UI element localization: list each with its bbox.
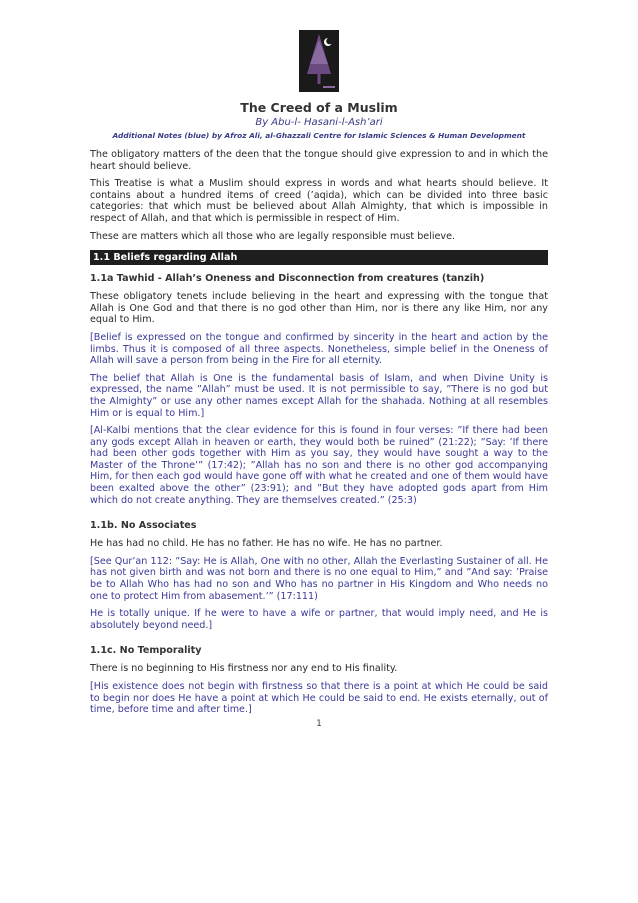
intro-paragraph-3: These are matters which all those who are legally responsible must believe. (90, 230, 456, 242)
paragraph-1-1b-1: He has had no child. He has no father. He has no wife. He has no partner. (90, 538, 443, 550)
paragraph-1-1c-1: There is no beginning to His firstness nor any end to His finality. (90, 663, 398, 675)
subsection-heading-1-1b: 1.1b. No Associates (90, 520, 197, 532)
note-1-1a-1: [Belief is expressed on the tongue and confirmed by sincerity in the heart and action by the limbs. Thus it is composed of all three aspects. Nonetheless, simple belief in the Oneness of Allah will save a person from being in the Fire for all eternity. (90, 331, 548, 367)
page-number: 1 (316, 718, 322, 729)
subsection-heading-1-1a: 1.1a Tawhid - Allah’s Oneness and Disconnection from creatures (tanzih) (90, 273, 485, 285)
intro-paragraph-2: This Treatise is what a Muslim should express in words and what hearts should believe. It contains about a hundred items of creed (’aqida), which can be divided into three basic categories: that which must be believed about Allah Almighty, that which is impossible in respect of Allah, and that which is permissible in respect of Him. (90, 178, 548, 224)
note-1-1a-3: [Al-Kalbi mentions that the clear evidence for this is found in four verses: ”If there had been any gods except Allah in heaven or earth, they would both be ruined” (21:22); ”Say: ’If there had been other gods together with Him as you say, they would have sought a way to the Master of the Throne’” (17:42); ”Allah has no son and there is no other god accompanying Him, for then each god would have gone off with what he created and one of them would have been exalted above the other” (23:91); and ”But they have adopted gods apart from Him which do not create anything. They are themselves created.” (25:3) (90, 425, 548, 506)
tree-logo-icon (299, 30, 339, 92)
note-1-1a-2: The belief that Allah is One is the fundamental basis of Islam, and when Divine Unity is expressed, the name ”Allah” must be used. It is not permissible to say, ”There is no god but the Almighty” or use any other names except Allah for the shahada. Nothing at all resembles Him or is equal to Him.] (90, 372, 548, 419)
intro-paragraph-1: The obligatory matters of the deen that the tongue should give expression to and in which the heart should believe. (90, 149, 548, 172)
section-heading: 1.1 Beliefs regarding Allah (90, 250, 548, 265)
document-title: The Creed of a Muslim (240, 100, 398, 115)
additional-notes-credit: Additional Notes (blue) by Afroz Ali, al-Ghazzali Centre for Islamic Sciences & Human Development (112, 131, 526, 140)
document-page (90, 30, 548, 729)
note-1-1c-1: [His existence does not begin with firstness so that there is a point at which He could be said to begin nor does He have a point at which He could be said to end. He exists eternally, out of time, before time and after time.] (90, 681, 548, 716)
document-author: By Abu-l- Hasani-l-Ash’ari (255, 117, 383, 128)
note-1-1b-2: He is totally unique. If he were to have a wife or partner, that would imply need, and He is absolutely beyond need.] (90, 608, 548, 631)
subsection-heading-1-1c: 1.1c. No Temporality (90, 645, 202, 657)
note-1-1b-1: [See Qur’an 112: ”Say: He is Allah, One with no other, Allah the Everlasting Sustainer of all. He has not given birth and was not born and there is no one equal to Him,” and ”And say: ’Praise be to Allah Who has had no son and Who has no partner in His Kingdom and Who needs no one to protect Him from abasement.’” (17:111) (90, 555, 548, 602)
paragraph-1-1a-1: These obligatory tenets include believing in the heart and expressing with the tongue that Allah is One God and that there is no god other than Him, nor is there any like Him, nor any equal to Him. (90, 291, 548, 326)
